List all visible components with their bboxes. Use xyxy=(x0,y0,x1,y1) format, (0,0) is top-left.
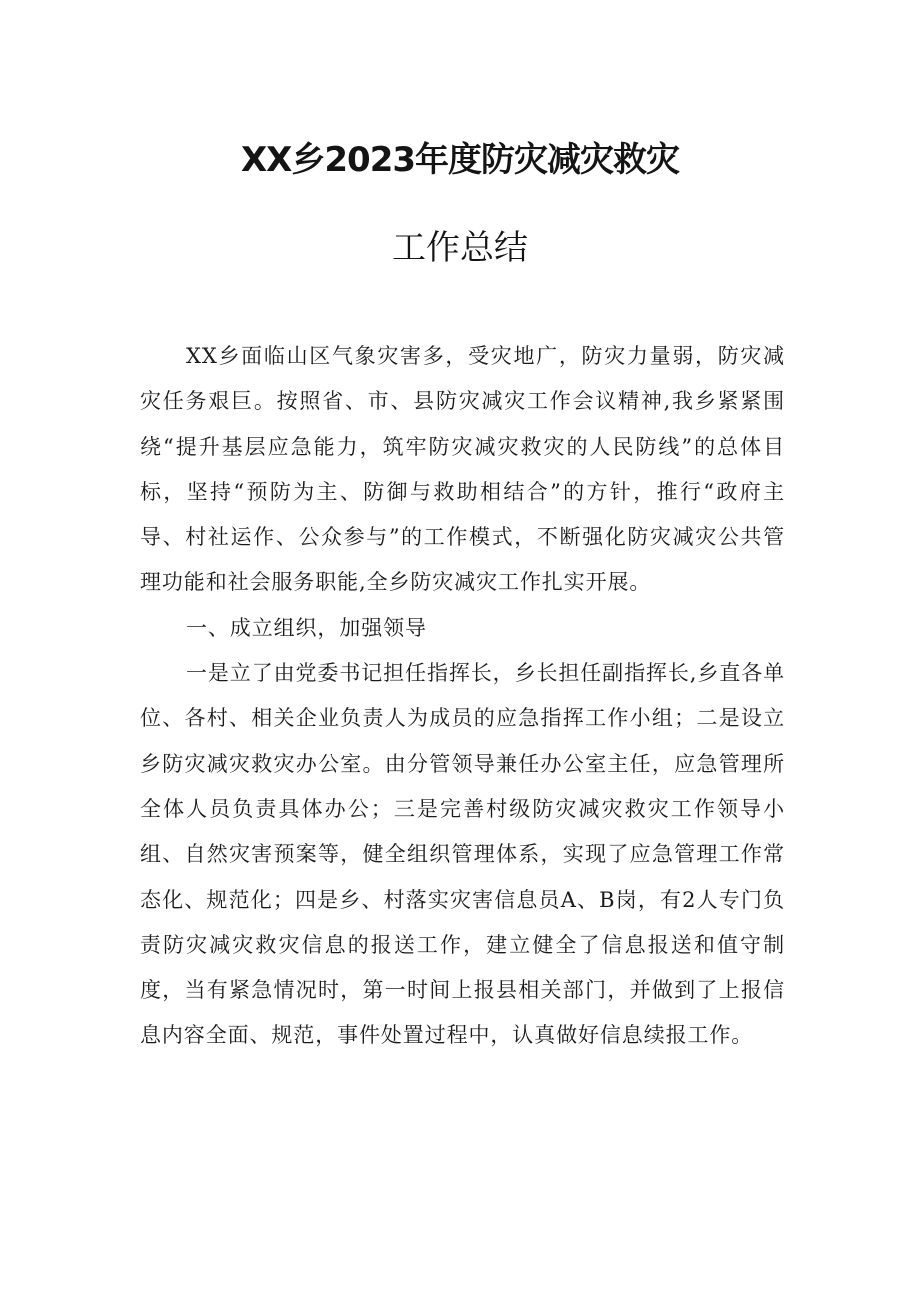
document-title-line-2: 工作总结 xyxy=(392,228,528,268)
section-heading: 一、成立组织，加强领导 xyxy=(186,615,427,640)
document-title-line-1: XX乡2023年度防灾减灾救灾 xyxy=(240,140,680,180)
document-body xyxy=(140,334,785,1059)
intro-paragraph: XX乡面临山区气象灾害多，受灾地广，防灾力量弱，防灾减灾任务艰巨。按照省、市、县防灾减灾工作会议精神,我乡紧紧围绕“提升基层应急能力，筑牢防灾减灾救灾的人民防线”的总体目标，坚持“预防为主、防御与救助相结合”的方针，推行“政府主导、村社运作、公众参与”的工作模式，不断强化防灾减灾公共管理功能和社会服务职能,全乡防灾减灾工作扎实开展。 xyxy=(140,344,785,595)
section-paragraph: 一是立了由党委书记担任指挥长，乡长担任副指挥长,乡直各单位、各村、相关企业负责人为成员的应急指挥工作小组；二是设立乡防灾减灾救灾办公室。由分管领导兼任办公室主任，应急管理所全体人员负责具体办公；三是完善村级防灾减灾救灾工作领导小组、自然灾害预案等，健全组织管理体系，实现了应急管理工作常态化、规范化；四是乡、村落实灾害信息员A、B岗，有2人专门负责防灾减灾救灾信息的报送工作，建立健全了信息报送和值守制度，当有紧急情况时，第一时间上报县相关部门，并做到了上报信息内容全面、规范，事件处置过程中，认真做好信息续报工作。 xyxy=(140,661,785,1048)
